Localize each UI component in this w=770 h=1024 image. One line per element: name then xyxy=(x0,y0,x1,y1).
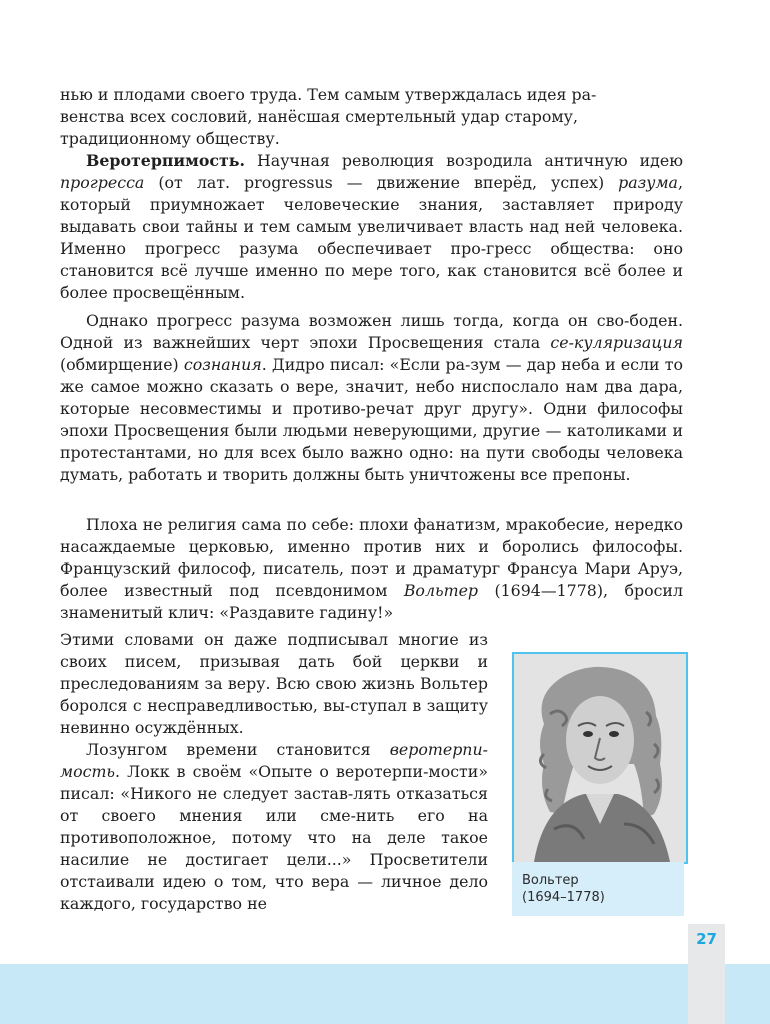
paragraph-tolerance-intro: Веротерпимость. Научная революция возродила античную идею прогресса (от лат. progressus — движение вперёд, успех) разума, который приумножает человеческие знания, заставляет природу выдавать свои тайны и тем самым увеличивает власть над ней человека. Именно прогресс разума обеспечивает про-гресс общества: оно становится всё лучше именно по мере того, как становится всё более и более просвещённым. xyxy=(60,151,683,302)
paragraph-continuation: нью и плодами своего труда. Тем самым утверждалась идея ра- венства всех сословий, нанёсшая смертельный удар старому, традиционному обществу. xyxy=(60,85,597,148)
paragraph-locke: Лозунгом времени становится веротерпи-мость. Локк в своём «Опыте о веротерпи-мости» писал: «Никого не следует застав-лять отказаться от своего мнения или сме-нить его на противоположное, потому что на деле такое насилие не достигает цели...» Просветители отстаивали идею о том, что вера — личное дело каждого, государство не xyxy=(60,740,488,913)
portrait-caption xyxy=(512,862,684,916)
caption-years: (1694–1778) xyxy=(522,890,605,905)
paragraph-secularization: Однако прогресс разума возможен лишь тогда, когда он сво-боден. Одной из важнейших черт эпохи Просвещения стала се-куляризация (обмирщение) сознания. Дидро писал: «Если ра-зум — дар неба и если то же самое можно сказать о вере, значит, небо ниспослало нам два дара, которые несовместимы и противо-речат друг другу». Одни философы эпохи Просвещения были людьми неверующими, другие — католиками и протестантами, но для всех было важно одно: на пути свободы человека думать, работать и творить должны быть уничтожены все препоны. xyxy=(60,311,683,484)
paragraph-voltaire-cont: Этими словами он даже подписывал многие из своих писем, призывая дать бой церкви и преследованиям за веру. Всю свою жизнь Вольтер боролся с несправедливостью, вы-ступал в защиту невинно осуждённых. xyxy=(60,630,488,737)
voltaire-portrait xyxy=(512,652,688,864)
page-number: 27 xyxy=(696,930,717,948)
caption-name: Вольтер xyxy=(522,873,579,888)
section-term: Веротерпимость. xyxy=(86,151,246,170)
paragraph-voltaire: Плоха не религия сама по себе: плохи фанатизм, мракобесие, нередко насаждаемые церковью, именно против них и боролись философы. Французский философ, писатель, поэт и драматург Франсуа Мари Аруэ, более известный под псевдонимом Вольтер (1694—1778), бросил знаменитый клич: «Раздавите гадину!» xyxy=(60,515,683,622)
page-footer-band xyxy=(0,964,770,1024)
